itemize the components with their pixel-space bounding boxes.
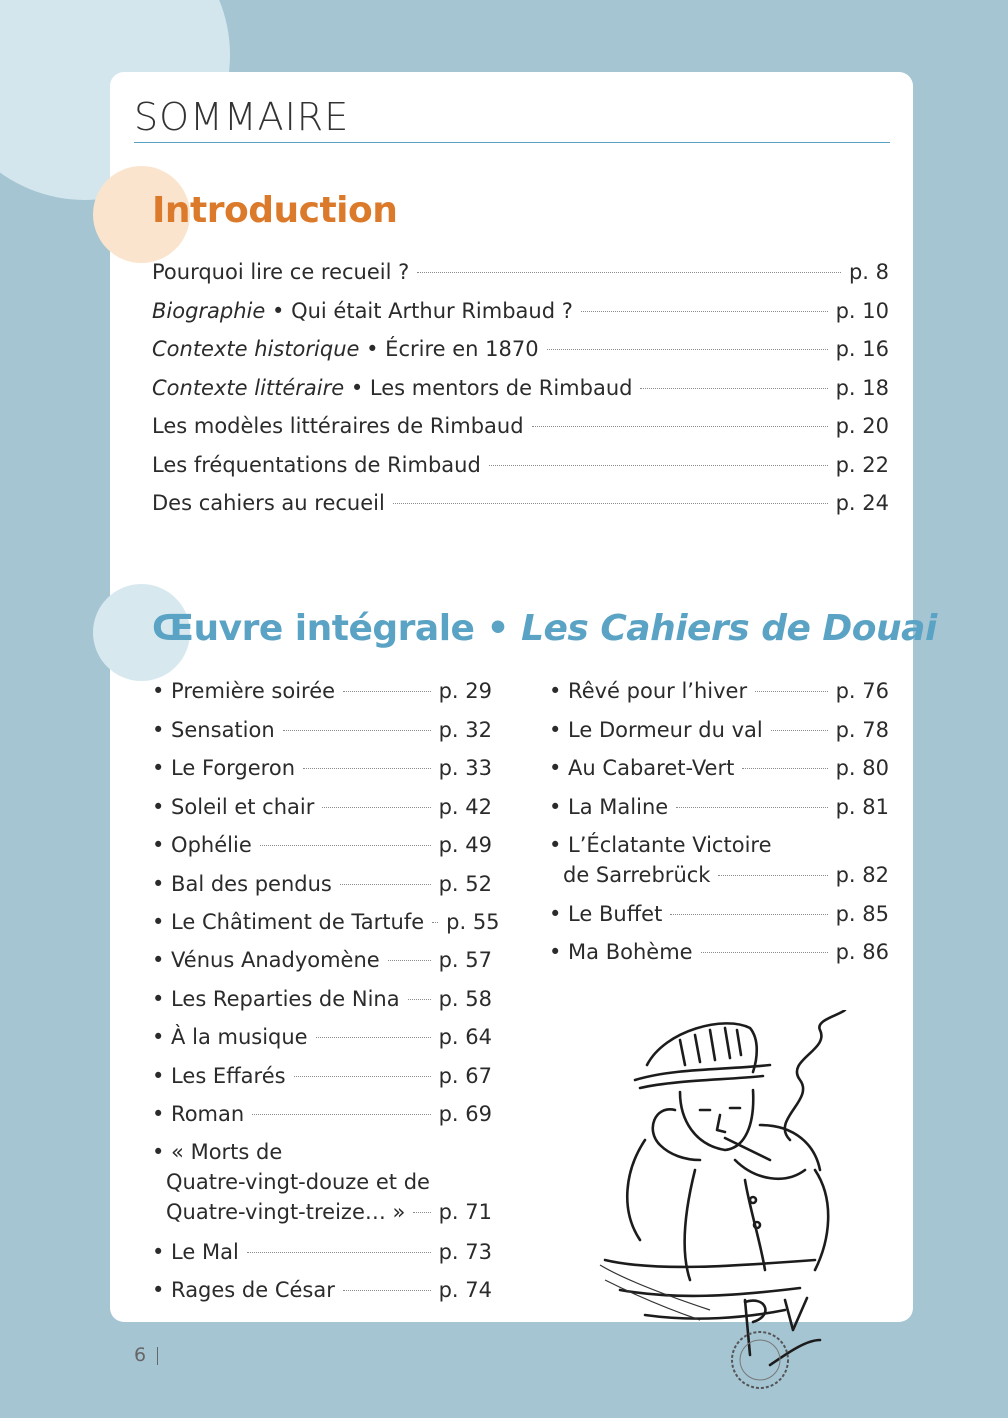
poem-entry[interactable]: [152, 1239, 492, 1265]
dot-leader: [718, 875, 827, 876]
poem-page: p. 86: [835, 940, 889, 964]
poem-title: • Sensation: [152, 718, 275, 742]
poem-entry[interactable]: [549, 755, 889, 781]
poem-page: p. 82: [835, 863, 889, 887]
entry-title: Des cahiers au recueil: [152, 491, 385, 515]
poem-entry[interactable]: [549, 794, 889, 820]
dot-leader: [413, 1212, 430, 1213]
dot-leader: [432, 922, 438, 923]
poem-page: p. 71: [438, 1200, 492, 1224]
poem-entry[interactable]: [152, 871, 492, 897]
poem-title: • Les Reparties de Nina: [152, 987, 400, 1011]
poem-page: p. 73: [438, 1240, 492, 1264]
poem-title: • Au Cabaret-Vert: [549, 756, 735, 780]
entry-title: • Qui était Arthur Rimbaud ?: [265, 299, 573, 323]
poem-entry[interactable]: [152, 832, 492, 858]
poem-title: • Soleil et chair: [152, 795, 315, 819]
entry-page: p. 24: [835, 491, 889, 515]
poem-page: p. 29: [438, 679, 492, 703]
poem-title: • Le Forgeron: [152, 756, 296, 780]
poem-entry[interactable]: [549, 901, 889, 927]
entry-page: p. 8: [848, 260, 889, 284]
poem-page: p. 78: [835, 718, 889, 742]
dot-leader: [316, 1037, 431, 1038]
dot-leader: [676, 807, 827, 808]
dot-leader: [742, 768, 827, 769]
dot-leader: [755, 691, 828, 692]
rimbaud-sketch-icon: [585, 1010, 885, 1400]
dot-leader: [393, 503, 828, 504]
intro-entry-7[interactable]: [152, 490, 889, 516]
poem-page: p. 74: [438, 1278, 492, 1302]
entry-category: Biographie: [152, 299, 266, 323]
oeuvre-heading-title: Les Cahiers de Douai: [521, 608, 937, 649]
intro-entry-5[interactable]: [152, 413, 889, 439]
poem-title: • Roman: [152, 1102, 245, 1126]
title-divider: [134, 142, 890, 143]
page-number: 6: [134, 1344, 147, 1366]
poem-entry[interactable]: [152, 986, 492, 1012]
poem-title-line: • L’Éclatante Victoire: [549, 833, 772, 857]
poem-entry[interactable]: [549, 939, 889, 965]
poem-page: p. 52: [438, 872, 492, 896]
poem-entry[interactable]: [152, 1063, 492, 1089]
oeuvre-heading-main: Œuvre intégrale •: [152, 608, 522, 649]
dot-leader: [343, 1290, 431, 1291]
poem-title: • Le Buffet: [549, 902, 663, 926]
entry-title: • Les mentors de Rimbaud: [344, 376, 633, 400]
poem-title-line: Quatre-vingt-treize… »: [166, 1200, 406, 1224]
intro-entry-3[interactable]: [152, 336, 889, 362]
entry-page: p. 20: [835, 414, 889, 438]
poem-title: • Première soirée: [152, 679, 336, 703]
dot-leader: [252, 1114, 430, 1115]
poem-entry[interactable]: [549, 678, 889, 704]
poem-title: • Les Effarés: [152, 1064, 286, 1088]
poem-page: p. 58: [438, 987, 492, 1011]
dot-leader: [260, 845, 431, 846]
dot-leader: [388, 960, 431, 961]
poem-entry[interactable]: [549, 717, 889, 743]
dot-leader: [489, 465, 828, 466]
poem-page: p. 81: [835, 795, 889, 819]
dot-leader: [322, 807, 430, 808]
poem-page: p. 33: [438, 756, 492, 780]
poem-title: • Le Châtiment de Tartufe: [152, 910, 425, 934]
poem-entry[interactable]: [152, 1024, 492, 1050]
page-number-divider: [157, 1347, 158, 1365]
poem-entry[interactable]: [152, 1101, 492, 1127]
entry-page: p. 18: [835, 376, 889, 400]
poem-entry-multiline[interactable]: [549, 830, 889, 890]
dot-leader: [283, 730, 431, 731]
poem-entry[interactable]: [152, 678, 492, 704]
dot-leader: [340, 884, 431, 885]
poem-entry[interactable]: [152, 909, 500, 935]
poem-entry-multiline[interactable]: [152, 1137, 492, 1227]
dot-leader: [247, 1252, 431, 1253]
dot-leader: [294, 1076, 431, 1077]
entry-category: Contexte historique: [152, 337, 360, 361]
intro-heading: Introduction: [152, 190, 398, 231]
poem-title: • Le Mal: [152, 1240, 239, 1264]
poem-title: • Rages de César: [152, 1278, 335, 1302]
poem-title: • Vénus Anadyomène: [152, 948, 380, 972]
poem-page: p. 64: [438, 1025, 492, 1049]
poem-page: p. 76: [835, 679, 889, 703]
dot-leader: [670, 914, 827, 915]
intro-entry-2[interactable]: [152, 298, 889, 324]
dot-leader: [701, 952, 828, 953]
poem-page: p. 57: [438, 948, 492, 972]
poem-page: p. 69: [438, 1102, 492, 1126]
dot-leader: [771, 730, 828, 731]
entry-page: p. 10: [835, 299, 889, 323]
poem-title: • Ophélie: [152, 833, 252, 857]
intro-entry-1[interactable]: [152, 259, 889, 285]
dot-leader: [417, 272, 841, 273]
intro-entry-6[interactable]: [152, 452, 889, 478]
dot-leader: [581, 311, 828, 312]
poem-title: • Le Dormeur du val: [549, 718, 763, 742]
entry-title: Les modèles littéraires de Rimbaud: [152, 414, 524, 438]
entry-title: Pourquoi lire ce recueil ?: [152, 260, 410, 284]
poem-entry[interactable]: [152, 947, 492, 973]
oeuvre-heading: [152, 608, 937, 649]
entry-title: • Écrire en 1870: [359, 337, 539, 361]
poem-entry[interactable]: [152, 794, 492, 820]
dot-leader: [343, 691, 431, 692]
dot-leader: [303, 768, 431, 769]
poem-page: p. 49: [438, 833, 492, 857]
dot-leader: [640, 388, 827, 389]
dot-leader: [408, 999, 431, 1000]
intro-entry-4[interactable]: [152, 375, 889, 401]
poem-title: • Bal des pendus: [152, 872, 332, 896]
poem-page: p. 80: [835, 756, 889, 780]
poem-page: p. 42: [438, 795, 492, 819]
dot-leader: [532, 426, 828, 427]
dot-leader: [547, 349, 828, 350]
entry-category: Contexte littéraire: [152, 376, 345, 400]
poem-title-line: • « Morts de: [152, 1140, 283, 1164]
poem-page: p. 32: [438, 718, 492, 742]
poem-title: • À la musique: [152, 1025, 308, 1049]
entry-page: p. 16: [835, 337, 889, 361]
poem-title-line: de Sarrebrück: [563, 863, 711, 887]
poem-title-line: Quatre-vingt-douze et de: [166, 1170, 430, 1194]
poem-page: p. 85: [835, 902, 889, 926]
poem-title: • Rêvé pour l’hiver: [549, 679, 748, 703]
poem-entry[interactable]: [152, 1277, 492, 1303]
entry-title: Les fréquentations de Rimbaud: [152, 453, 481, 477]
poem-entry[interactable]: [152, 755, 492, 781]
poem-title: • La Maline: [549, 795, 669, 819]
poem-entry[interactable]: [152, 717, 492, 743]
entry-page: p. 22: [835, 453, 889, 477]
poem-page: p. 67: [438, 1064, 492, 1088]
poem-page: p. 55: [446, 910, 500, 934]
page-title: SOMMAIRE: [134, 95, 350, 139]
poem-title: • Ma Bohème: [549, 940, 693, 964]
